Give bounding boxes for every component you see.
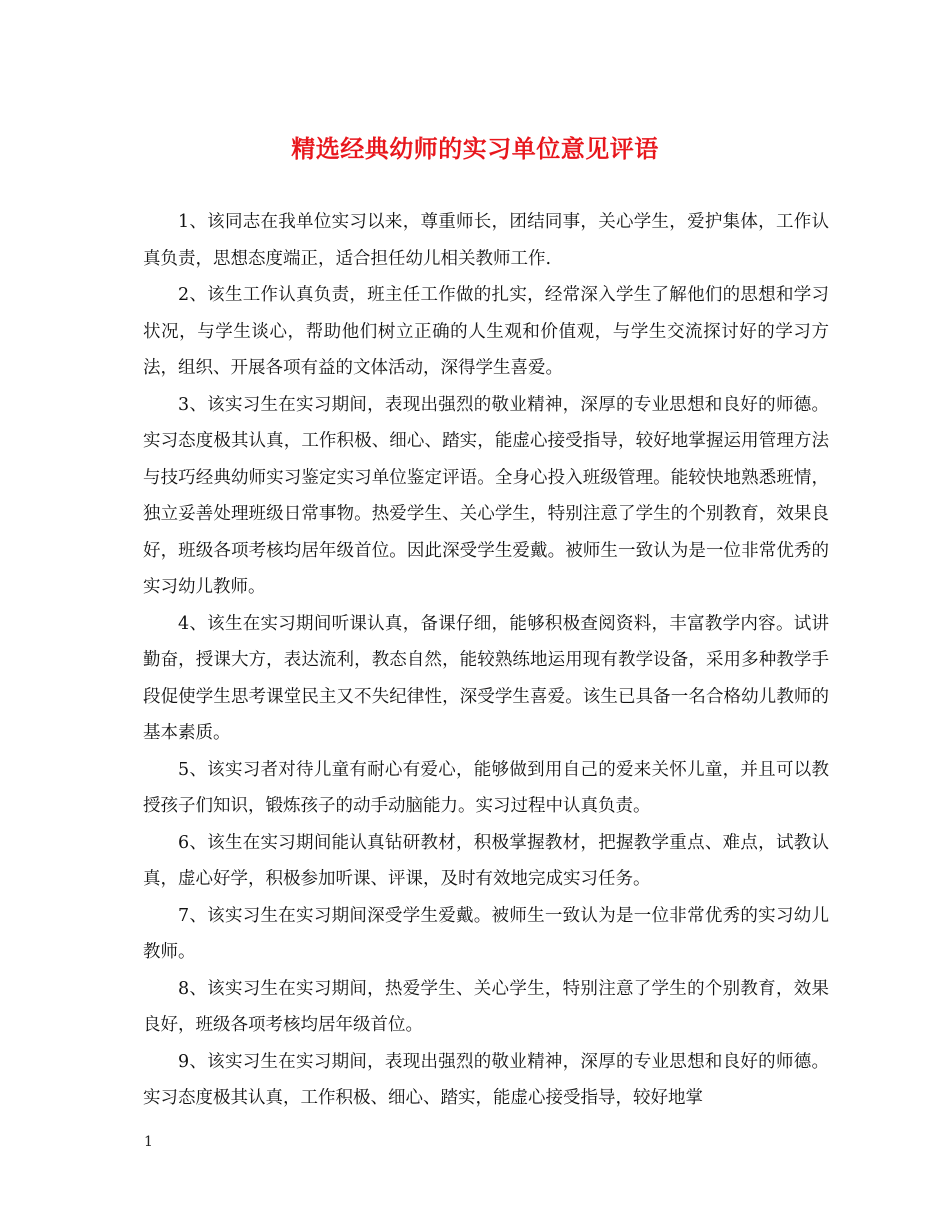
paragraph-8: 8、该实习生在实习期间，热爱学生、关心学生，特别注意了学生的个别教育，效果良好，班级各项考核均居年级首位。 bbox=[143, 978, 829, 1035]
document-body bbox=[143, 204, 829, 1117]
paragraph-6: 6、该生在实习期间能认真钻研教材，积极掌握教材，把握教学重点、难点，试教认真，虚心好学，积极参加听课、评课，及时有效地完成实习任务。 bbox=[143, 832, 829, 889]
document-title: 精选经典幼师的实习单位意见评语 bbox=[291, 134, 659, 163]
page-number: 1 bbox=[144, 1134, 153, 1150]
paragraph-3: 3、该实习生在实习期间，表现出强烈的敬业精神，深厚的专业思想和良好的师德。实习态度极其认真，工作积极、细心、踏实，能虚心接受指导，较好地掌握运用管理方法与技巧经典幼师实习鉴定实习单位鉴定评语。全身心投入班级管理。能较快地熟悉班情，独立妥善处理班级日常事物。热爱学生、关心学生，特别注意了学生的个别教育，效果良好，班级各项考核均居年级首位。因此深受学生爱戴。被师生一致认为是一位非常优秀的实习幼儿教师。 bbox=[143, 394, 829, 597]
paragraph-7: 7、该实习生在实习期间深受学生爱戴。被师生一致认为是一位非常优秀的实习幼儿教师。 bbox=[143, 905, 829, 962]
paragraph-9: 9、该实习生在实习期间，表现出强烈的敬业精神，深厚的专业思想和良好的师德。实习态度极其认真，工作积极、细心、踏实，能虚心接受指导，较好地掌 bbox=[143, 1051, 829, 1108]
paragraph-4: 4、该生在实习期间听课认真，备课仔细，能够积极查阅资料，丰富教学内容。试讲勤奋，授课大方，表达流利，教态自然，能较熟练地运用现有教学设备，采用多种教学手段促使学生思考课堂民主又不失纪律性，深受学生喜爱。该生已具备一名合格幼儿教师的基本素质。 bbox=[143, 613, 829, 743]
paragraph-2: 2、该生工作认真负责，班主任工作做的扎实，经常深入学生了解他们的思想和学习状况，与学生谈心，帮助他们树立正确的人生观和价值观，与学生交流探讨好的学习方法，组织、开展各项有益的文体活动，深得学生喜爱。 bbox=[143, 285, 829, 378]
paragraph-1: 1、该同志在我单位实习以来，尊重师长，团结同事，关心学生，爱护集体，工作认真负责，思想态度端正，适合担任幼儿相关教师工作. bbox=[143, 212, 829, 269]
paragraph-5: 5、该实习者对待儿童有耐心有爱心，能够做到用自己的爱来关怀儿童，并且可以教授孩子们知识，锻炼孩子的动手动脑能力。实习过程中认真负责。 bbox=[143, 759, 829, 816]
